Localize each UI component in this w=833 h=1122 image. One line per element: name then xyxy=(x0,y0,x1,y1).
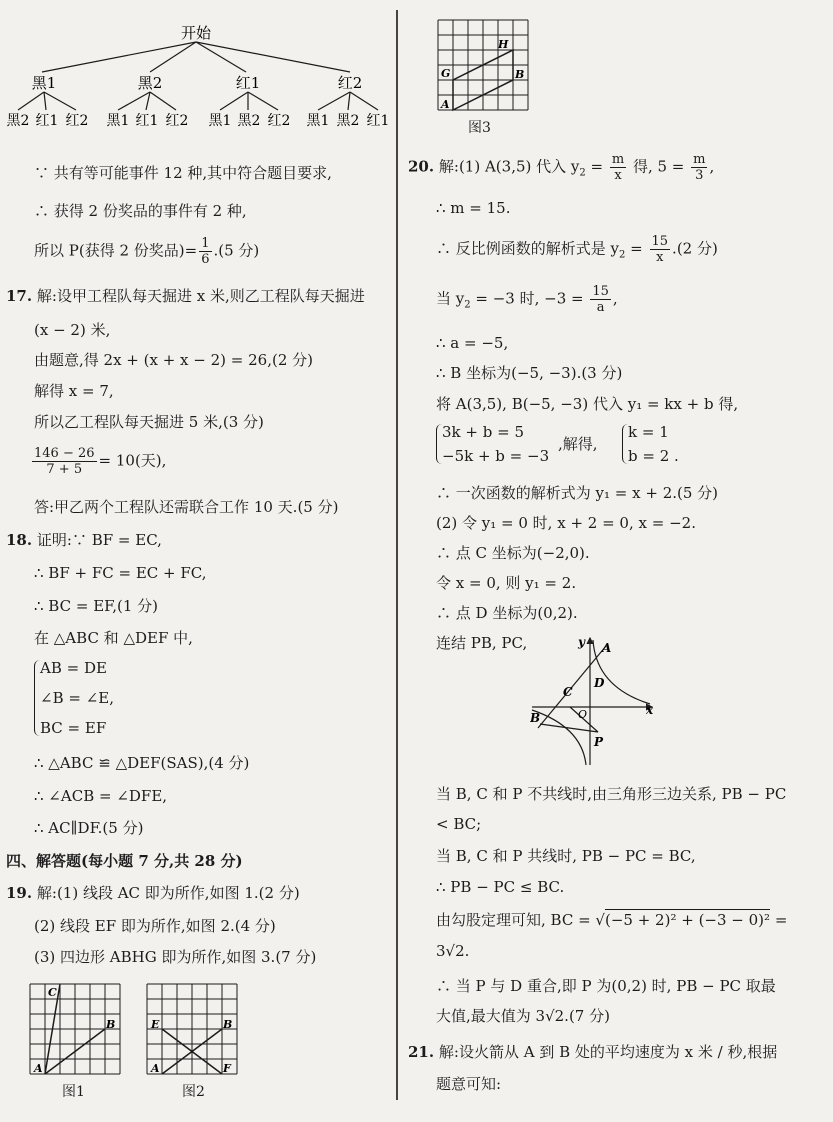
text-line: ∴ m = 15. xyxy=(436,199,511,217)
tree-leaf: 红1 xyxy=(35,113,59,129)
fraction xyxy=(691,152,707,183)
numerator: 15 xyxy=(651,234,669,249)
point-h-label: H xyxy=(498,38,509,51)
text: 解:设火箭从 A 到 B 处的平均速度为 x 米 / 秒,根据 xyxy=(438,1043,778,1061)
text: 所以 P(获得 2 份奖品)= xyxy=(34,241,198,260)
text: 解:设甲工程队每天掘进 x 米,则乙工程队每天掘进 xyxy=(36,287,365,305)
text-line: ∴ 点 D 坐标为(0,2). xyxy=(436,604,578,622)
tree-diagram xyxy=(0,0,392,135)
x-axis-label: x xyxy=(646,703,654,717)
tree-leaf: 黑1 xyxy=(106,113,130,129)
subscript: 2 xyxy=(464,299,471,311)
numerator: m xyxy=(693,152,706,167)
numerator: 1 xyxy=(201,236,210,251)
text-line: ∴ B 坐标为(−5, −3).(3 分) xyxy=(436,364,623,382)
point-a-label: A xyxy=(441,98,450,111)
text: 由勾股定理可知, BC = xyxy=(436,911,596,929)
text-line: ∵ 共有等可能事件 12 种,其中符合题目要求, xyxy=(34,164,332,182)
text: 当 y xyxy=(436,289,465,308)
text-line: (2) 线段 EF 即为所作,如图 2.(4 分) xyxy=(34,917,276,935)
point-p-label: P xyxy=(594,735,604,749)
problem-20-line xyxy=(408,152,714,184)
equation: b = 2 xyxy=(628,447,670,465)
text: , xyxy=(709,157,715,176)
point-a-label: A xyxy=(151,1062,160,1075)
radicand: (−5 + 2)² + (−3 − 0)² xyxy=(604,911,771,929)
point-b-label: B xyxy=(106,1018,116,1031)
tree-leaf: 红1 xyxy=(135,113,159,129)
fraction xyxy=(590,284,611,315)
pythagoras-line xyxy=(436,910,787,930)
text-line: ∴ ∠ACB = ∠DFE, xyxy=(34,787,168,805)
probability-line xyxy=(34,236,259,267)
point-b-label: B xyxy=(223,1018,233,1031)
problem-number: 19. xyxy=(6,884,33,902)
numerator: 15 xyxy=(592,284,609,299)
point-g-label: G xyxy=(441,67,451,80)
problem-18-line xyxy=(6,530,162,550)
tree-node-4: 红2 xyxy=(337,74,363,92)
text-line: 由题意,得 2x + (x + x − 2) = 26,(2 分) xyxy=(34,351,313,369)
text-line: 令 x = 0, 则 y₁ = 2. xyxy=(436,574,577,592)
sqrt-sign: √ xyxy=(595,911,605,929)
point-a-label: A xyxy=(34,1062,43,1075)
text-line: ∠B = ∠E, xyxy=(40,689,114,707)
text: 解:(1) A(3,5) 代入 y xyxy=(438,157,580,176)
text: .(5 分) xyxy=(213,241,260,260)
figure-3-grid xyxy=(432,16,532,116)
text-line: AB = DE xyxy=(40,659,107,677)
text-line: ∴ △ABC ≌ △DEF(SAS),(4 分) xyxy=(34,754,250,772)
problem-number: 18. xyxy=(6,531,33,549)
text: 证明:∵ BF = EC, xyxy=(36,531,162,549)
tree-node-3: 红1 xyxy=(235,74,261,92)
figure-1-grid xyxy=(22,980,122,1085)
equation: −5k + b = −3 xyxy=(442,447,550,465)
fraction xyxy=(32,446,97,477)
text: 得, 5 = xyxy=(628,157,690,176)
tree-leaf: 红1 xyxy=(366,113,390,129)
tree-root: 开始 xyxy=(180,24,212,42)
point-f-label: F xyxy=(223,1062,231,1075)
function-line xyxy=(436,234,718,266)
point-b-label: B xyxy=(515,68,525,81)
text-line: 3√2. xyxy=(436,942,470,960)
denominator: x xyxy=(614,168,622,183)
problem-number: 20. xyxy=(408,157,435,176)
tree-leaf: 红2 xyxy=(267,113,291,129)
tree-leaf: 黑2 xyxy=(6,113,30,129)
text: = 10(天), xyxy=(98,451,167,470)
equation: 3k + b = 5 xyxy=(442,423,524,441)
point-e-label: E xyxy=(151,1018,160,1031)
equation: k = 1 xyxy=(628,423,669,441)
text-line: ∴ PB − PC ≤ BC. xyxy=(436,878,565,896)
point-d-label: D xyxy=(594,676,605,690)
text: = xyxy=(585,157,608,176)
problem-number: 17. xyxy=(6,287,33,305)
text: ∴ 反比例函数的解析式是 y xyxy=(436,239,620,258)
text-line: (2) 令 y₁ = 0 时, x + 2 = 0, x = −2. xyxy=(436,514,696,532)
text: = −3 时, −3 = xyxy=(470,289,589,308)
text: ,解得, xyxy=(558,435,598,453)
denominator: 3 xyxy=(695,168,704,183)
fraction xyxy=(199,236,211,267)
text-line: BC = EF xyxy=(40,719,107,737)
text-line: ∴ 获得 2 份奖品的事件有 2 种, xyxy=(34,202,247,220)
point-a-label: A xyxy=(602,641,612,655)
numerator: 146 − 26 xyxy=(34,446,95,461)
text-line: 大值,最大值为 3√2.(7 分) xyxy=(436,1007,610,1025)
text: , xyxy=(612,289,618,308)
tree-leaf: 黑2 xyxy=(336,113,360,129)
denominator: 7 + 5 xyxy=(46,462,83,477)
denominator: 6 xyxy=(201,252,210,267)
text-line: ∴ AC∥DF.(5 分) xyxy=(34,819,144,837)
text-line: ∴ 点 C 坐标为(−2,0). xyxy=(436,544,590,562)
text-line: 当 B, C 和 P 共线时, PB − PC = BC, xyxy=(436,847,696,865)
section-heading: 四、解答题(每小题 7 分,共 28 分) xyxy=(6,852,243,870)
point-c-label: C xyxy=(563,685,573,699)
text-line: 题意可知: xyxy=(436,1075,502,1093)
text: . xyxy=(674,447,679,465)
text: 解:(1) 线段 AC 即为所作,如图 1.(2 分) xyxy=(36,884,300,902)
tree-leaf: 红2 xyxy=(65,113,89,129)
text: .(2 分) xyxy=(672,239,718,258)
problem-number: 21. xyxy=(408,1043,435,1061)
text-line: 连结 PB, PC, xyxy=(436,634,528,652)
text-line: (3) 四边形 ABHG 即为所作,如图 3.(7 分) xyxy=(34,948,317,966)
text-line: 将 A(3,5), B(−5, −3) 代入 y₁ = kx + b 得, xyxy=(436,395,739,413)
text-line: ∴ 一次函数的解析式为 y₁ = x + 2.(5 分) xyxy=(436,484,719,502)
figure-2-caption: 图2 xyxy=(182,1084,205,1100)
tree-node-1: 黑1 xyxy=(31,74,57,92)
denominator: a xyxy=(596,300,605,315)
point-c-label: C xyxy=(48,986,57,999)
text: = xyxy=(770,911,788,929)
problem-19-line xyxy=(6,883,300,903)
y-axis-label: y xyxy=(578,635,585,649)
subscript: 2 xyxy=(619,249,626,261)
text-line: 解得 x = 7, xyxy=(34,382,114,400)
tree-leaf: 黑2 xyxy=(237,113,261,129)
text-line: < BC; xyxy=(436,815,482,833)
text: = xyxy=(625,239,648,258)
tree-node-2: 黑2 xyxy=(137,74,163,92)
numerator: m xyxy=(611,152,625,167)
problem-17-line xyxy=(6,286,365,306)
right-column xyxy=(402,0,833,1122)
calc-line xyxy=(436,284,618,316)
tree-leaf: 黑1 xyxy=(306,113,330,129)
text-line: (x − 2) 米, xyxy=(34,321,111,339)
fraction xyxy=(610,152,626,183)
text-line: ∴ BC = EF,(1 分) xyxy=(34,597,158,615)
tree-leaf: 红2 xyxy=(165,113,189,129)
function-graph xyxy=(530,632,660,767)
text-line: 所以乙工程队每天掘进 5 米,(3 分) xyxy=(34,413,264,431)
subscript: 2 xyxy=(579,167,586,179)
origin-label: O xyxy=(578,708,588,721)
text-line: ∴ a = −5, xyxy=(436,334,509,352)
point-b-label: B xyxy=(530,711,541,725)
text-line: 当 B, C 和 P 不共线时,由三角形三边关系, PB − PC xyxy=(436,785,787,803)
text-line: 在 △ABC 和 △DEF 中, xyxy=(34,629,193,647)
fraction xyxy=(650,234,671,265)
problem-21-line xyxy=(408,1042,777,1062)
figure-3-caption: 图3 xyxy=(468,120,491,136)
text-line: ∴ BF + FC = EC + FC, xyxy=(34,564,207,582)
denominator: x xyxy=(656,250,664,265)
text-line: ∴ 当 P 与 D 重合,即 P 为(0,2) 时, PB − PC 取最 xyxy=(436,977,776,995)
column-divider xyxy=(396,10,398,1100)
left-column xyxy=(0,0,392,1122)
calc-line xyxy=(30,446,166,477)
tree-leaf: 黑1 xyxy=(208,113,232,129)
figure-1-caption: 图1 xyxy=(62,1084,85,1100)
text-line: 答:甲乙两个工程队还需联合工作 10 天.(5 分) xyxy=(34,498,339,516)
figure-2-grid xyxy=(139,980,239,1085)
